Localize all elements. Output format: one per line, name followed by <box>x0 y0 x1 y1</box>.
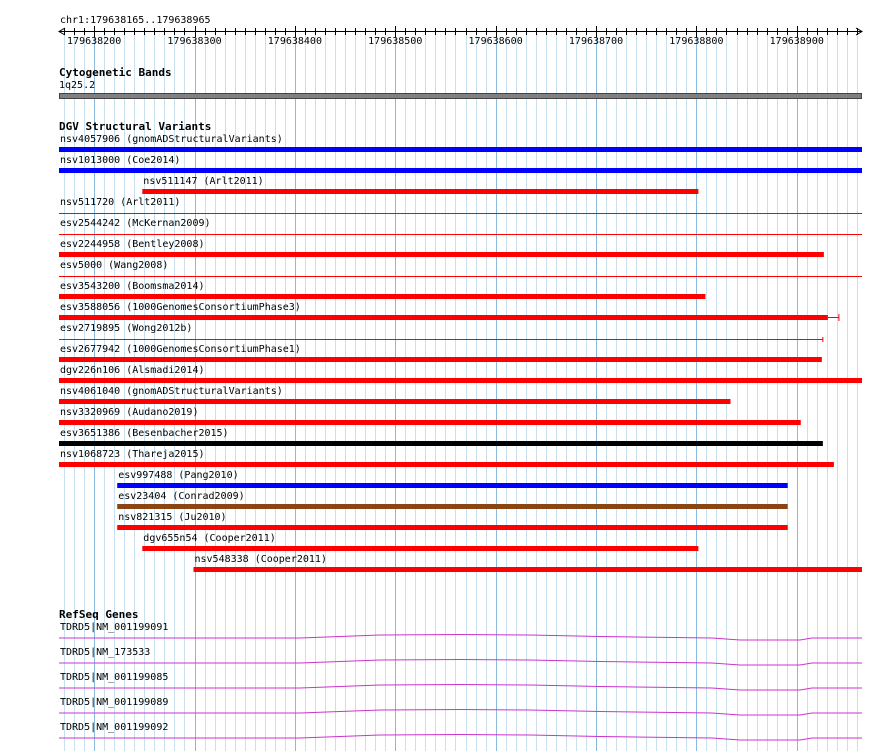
cytoband-bar[interactable] <box>59 93 862 99</box>
ruler-tick-label: 179638700 <box>568 36 624 47</box>
gene-structure-line <box>59 735 862 741</box>
variant-bar <box>59 294 705 299</box>
refseq-track-title: RefSeq Genes <box>59 608 139 621</box>
variant-bar <box>194 567 862 572</box>
variant-nsv1013000[interactable] <box>59 155 862 173</box>
refseq-gene-row[interactable] <box>59 697 862 715</box>
variant-label: esv997488 (Pang2010) <box>118 470 239 481</box>
variant-label: nsv4057906 (gnomADStructuralVariants) <box>60 134 283 145</box>
variant-dgv226n106[interactable] <box>59 365 862 383</box>
gene-label: TDRD5|NM_001199089 <box>60 697 169 708</box>
variant-label: esv2719895 (Wong2012b) <box>60 323 193 334</box>
gene-structure-line <box>59 660 862 666</box>
variant-label: dgv655n54 (Cooper2011) <box>143 533 276 544</box>
ruler-tick-label: 179638200 <box>67 36 122 47</box>
gene-label: TDRD5|NM_001199092 <box>60 722 169 733</box>
variant-bar <box>142 546 698 551</box>
ruler-tick-label: 179638900 <box>769 36 824 47</box>
variant-label: esv3543200 (Boomsma2014) <box>60 281 205 292</box>
ruler-tick-label: 179638400 <box>267 36 322 47</box>
variant-bar <box>59 252 824 257</box>
variant-bar <box>59 315 828 320</box>
variant-esv2244958[interactable] <box>59 239 824 257</box>
gene-label: TDRD5|NM_001199085 <box>60 672 169 683</box>
variant-label: nsv548338 (Cooper2011) <box>194 554 327 565</box>
variant-label: nsv1068723 (Thareja2015) <box>60 449 205 460</box>
variant-nsv1068723[interactable] <box>59 449 834 467</box>
variant-nsv511720[interactable] <box>59 197 862 214</box>
variant-dgv655n54[interactable] <box>142 533 698 551</box>
variant-nsv548338[interactable] <box>194 554 862 572</box>
variant-label: esv5000 (Wang2008) <box>60 260 169 271</box>
coordinate-ruler[interactable] <box>0 20 890 70</box>
variant-label: dgv226n106 (Alsmadi2014) <box>60 365 205 376</box>
variant-label: nsv3320969 (Audano2019) <box>60 407 199 418</box>
variant-label: nsv821315 (Ju2010) <box>118 512 227 523</box>
gene-label: TDRD5|NM_173533 <box>60 647 151 658</box>
variant-label: nsv1013000 (Coe2014) <box>60 155 181 166</box>
variant-bar <box>59 441 823 446</box>
variant-esv2677942[interactable] <box>59 344 822 362</box>
dgv-track-title: DGV Structural Variants <box>59 120 212 133</box>
variant-nsv821315[interactable] <box>117 512 788 530</box>
variant-label: esv2244958 (Bentley2008) <box>60 239 205 250</box>
variant-bar <box>59 420 801 425</box>
variant-nsv511147[interactable] <box>142 176 698 194</box>
variant-label: esv2677942 (1000GenomesConsortiumPhase1) <box>60 344 301 355</box>
refseq-gene-row[interactable] <box>59 672 862 690</box>
cytoband-label: 1q25.2 <box>59 80 96 91</box>
variant-esv3651386[interactable] <box>59 428 823 446</box>
variant-label: nsv4061040 (gnomADStructuralVariants) <box>60 386 283 397</box>
variant-nsv4057906[interactable] <box>59 134 862 152</box>
location-label: chr1:179638165..179638965 <box>60 15 211 26</box>
variant-esv2719895[interactable] <box>59 323 823 342</box>
dgv-track <box>0 130 890 600</box>
variant-bar <box>117 525 788 530</box>
cytoband-track-title: Cytogenetic Bands <box>59 66 172 79</box>
variant-bar <box>117 483 788 488</box>
refseq-gene-row[interactable] <box>59 647 862 665</box>
variant-esv3543200[interactable] <box>59 281 705 299</box>
variant-bar <box>59 357 822 362</box>
variant-bar <box>59 168 862 173</box>
variant-label: nsv511720 (Arlt2011) <box>60 197 181 208</box>
ruler-tick-label: 179638500 <box>368 36 423 47</box>
variant-esv3588056[interactable] <box>59 302 839 321</box>
gene-label: TDRD5|NM_001199091 <box>60 622 169 633</box>
variant-esv5000[interactable] <box>59 260 862 277</box>
variant-bar <box>59 399 731 404</box>
ruler-tick-label: 179638300 <box>167 36 222 47</box>
variant-label: esv3651386 (Besenbacher2015) <box>60 428 229 439</box>
variant-esv2544242[interactable] <box>59 218 862 235</box>
variant-nsv4061040[interactable] <box>59 386 731 404</box>
ruler-tick-label: 179638600 <box>468 36 523 47</box>
refseq-track <box>0 620 890 750</box>
gene-structure-line <box>59 685 862 691</box>
gene-structure-line <box>59 710 862 716</box>
variant-bar <box>59 147 862 152</box>
variant-label: esv2544242 (McKernan2009) <box>60 218 211 229</box>
variant-label: nsv511147 (Arlt2011) <box>143 176 264 187</box>
refseq-gene-row[interactable] <box>59 722 862 740</box>
variant-esv997488[interactable] <box>117 470 788 488</box>
ruler-tick-label: 179638800 <box>669 36 724 47</box>
variant-bar <box>117 504 788 509</box>
variant-bar <box>59 378 862 383</box>
variant-esv23404[interactable] <box>117 491 788 509</box>
variant-label: esv3588056 (1000GenomesConsortiumPhase3) <box>60 302 301 313</box>
variant-label: esv23404 (Conrad2009) <box>118 491 245 502</box>
refseq-gene-row[interactable] <box>59 622 862 640</box>
gene-structure-line <box>59 635 862 641</box>
variant-bar <box>59 462 834 467</box>
variant-bar <box>142 189 698 194</box>
variant-nsv3320969[interactable] <box>59 407 801 425</box>
